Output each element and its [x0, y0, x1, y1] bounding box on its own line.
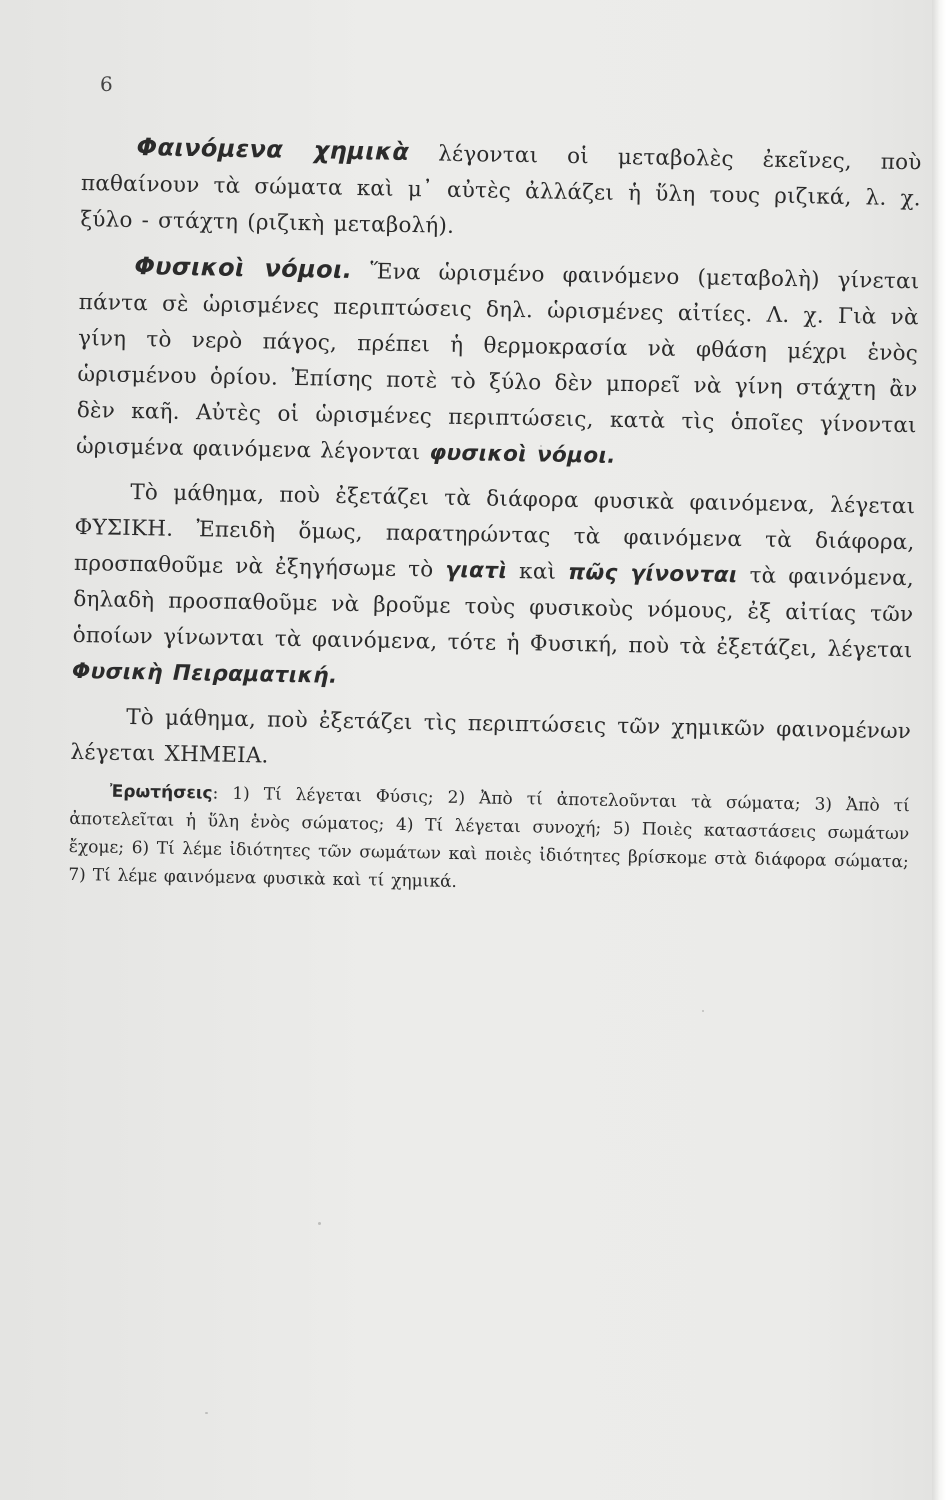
paragraph-text-continued: τὰ φαινόμενα, δηλαδὴ προσπαθοῦμε νὰ βροῦμε τοὺς φυσικοὺς νόμους, ἐξ αἰτίας τῶν ὁποίων γίνωνται τὰ φαινόμενα, τότε ἡ Φυσική, ποὺ τὰ ἐξετάζει, λέγεται — [72, 563, 915, 664]
emphasis-why: γιατὶ — [445, 557, 508, 584]
paragraph-text: Ἕνα ὡρισμένο φαινόμενο (μεταβολὴ) γίνεται πάντα σὲ ὡρισμένες περιπτώσεις δηλ. ὡρισμένες αἰτίες. Λ. χ. Γιὰ νὰ γίνη τὸ νερὸ πάγος, πρέπει ἡ θερμοκρασία νὰ φθάση μέχρι ἑνὸς ὡρισμένου ὁρίου. Ἐπίσης ποτὲ τὸ ξύλο δὲν μπορεῖ νὰ γίνη στάχτη ἂν δὲν καῆ. Αὐτὲς οἱ ὡρισμένες περιπτώσεις, κατὰ τὶς ὁποῖες γίνονται ὡρισμένα φαινόμενα λέγονται — [75, 258, 920, 466]
paragraph-chemical-phenomena — [80, 128, 922, 253]
paragraph-text: Τὸ μάθημα, ποὺ ἐξετάζει τὰ διάφορα φυσικὰ φαινόμενα, λέγεται ΦΥΣΙΚΗ. Ἐπειδὴ ὅμως, παρατηρώντας τὰ φαινόμενα τὰ διάφορα, προσπαθοῦμε νὰ ἐξηγήσωμε τὸ — [73, 479, 916, 583]
questions-block — [68, 777, 910, 904]
term-chemical-phenomena: Φαινόμενα χημικὰ — [136, 133, 410, 166]
term-physical-laws: Φυσικοὶ νόμοι. — [134, 251, 353, 284]
paragraph-chemistry — [70, 699, 911, 786]
paragraph-text: Τὸ μάθημα, ποὺ ἐξετάζει τὶς περιπτώσεις τῶν χημικῶν φαινομένων λέγεται ΧΗΜΕΙΑ. — [70, 704, 912, 769]
page-number: 6 — [100, 72, 113, 96]
paragraph-physics — [72, 474, 916, 705]
page-body — [68, 128, 922, 904]
paragraph-text-connector: καὶ — [507, 558, 569, 585]
paragraph-text: λέγονται οἱ μεταβολὲς ἐκεῖνες, ποὺ παθαίνουν τὰ σώματα καὶ μ᾽ αὐτὲς ἀλλάζει ἡ ὕλη τους ριζικά, λ. χ. ξύλο - στάχτη (ριζικὴ μεταβολή). — [80, 141, 922, 239]
questions-text: : 1) Τί λέγεται Φύσις; 2) Ἀπὸ τί ἀποτελοῦνται τὰ σώματα; 3) Ἀπὸ τί ἀποτελεῖται ἡ ὕλη ἑνὸς σώματος; 4) Τί λέγεται συνοχή; 5) Ποιὲς καταστάσεις σωμάτων ἔχομε; 6) Τί λέμε ἰδιότητες τῶν σωμάτων καὶ ποιὲς ἰδιότητες βρίσκομε στὰ διάφορα σώματα; 7) Τί λέμε φαινόμενα φυσικὰ καὶ τί χημικά. — [68, 783, 910, 892]
emphasis-physical-laws: φυσικοὶ νόμοι. — [429, 440, 617, 469]
emphasis-experimental-physics: Φυσικὴ Πειραματική. — [71, 658, 338, 689]
emphasis-how: πῶς γίνονται — [567, 559, 738, 589]
paragraph-physical-laws — [76, 247, 920, 480]
questions-label: Ἐρωτήσεις — [109, 781, 213, 804]
page-edge — [932, 0, 946, 1500]
